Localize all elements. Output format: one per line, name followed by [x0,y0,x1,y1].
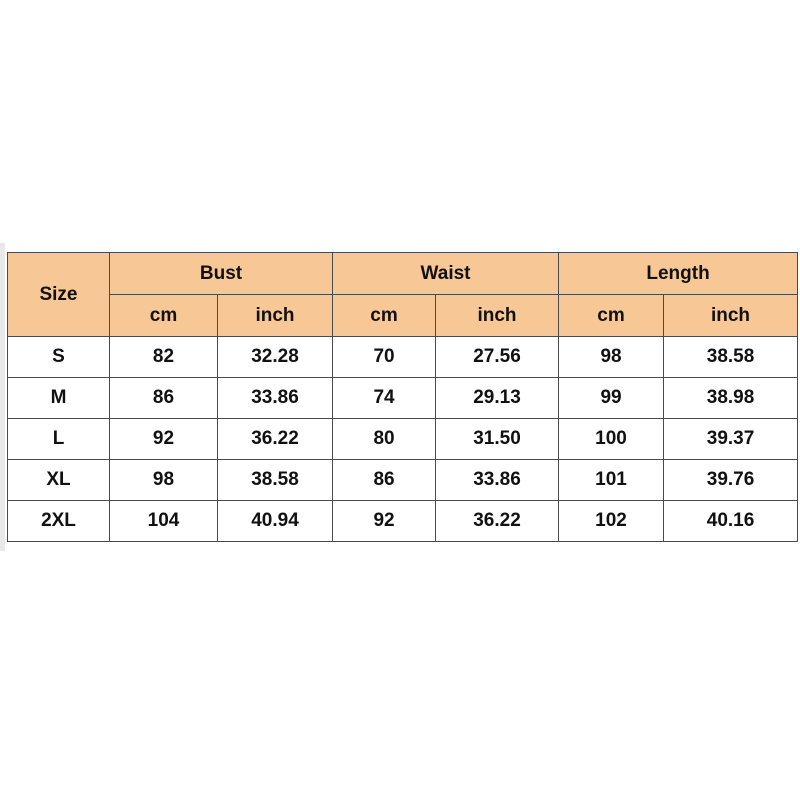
length-inch-cell: 38.98 [664,378,798,419]
waist-inch-cell: 31.50 [436,419,559,460]
waist-cm-cell: 80 [333,419,436,460]
bust-inch-cell: 32.28 [218,337,333,378]
size-chart-table [7,252,798,542]
bust-inch-cell: 40.94 [218,501,333,542]
length-cm-cell: 98 [559,337,664,378]
bust-header: Bust [110,253,333,295]
table-row [8,501,798,542]
bust-cm-cell: 82 [110,337,218,378]
length-cm-cell: 102 [559,501,664,542]
length-header: Length [559,253,798,295]
waist-cm-cell: 92 [333,501,436,542]
waist-cm-cell: 70 [333,337,436,378]
unit-header: inch [664,295,798,337]
left-edge-shadow [0,243,5,551]
unit-header: cm [333,295,436,337]
length-cm-cell: 99 [559,378,664,419]
table-row [8,460,798,501]
size-header: Size [8,253,110,337]
length-inch-cell: 38.58 [664,337,798,378]
header-row-groups [8,253,798,295]
size-cell: L [8,419,110,460]
waist-cm-cell: 74 [333,378,436,419]
length-inch-cell: 39.76 [664,460,798,501]
bust-cm-cell: 104 [110,501,218,542]
size-cell: M [8,378,110,419]
waist-cm-cell: 86 [333,460,436,501]
bust-inch-cell: 33.86 [218,378,333,419]
waist-inch-cell: 29.13 [436,378,559,419]
table-row [8,337,798,378]
bust-cm-cell: 86 [110,378,218,419]
size-cell: S [8,337,110,378]
unit-header: cm [559,295,664,337]
length-inch-cell: 39.37 [664,419,798,460]
length-cm-cell: 101 [559,460,664,501]
bust-cm-cell: 92 [110,419,218,460]
table-row [8,378,798,419]
bust-inch-cell: 38.58 [218,460,333,501]
unit-header: cm [110,295,218,337]
waist-inch-cell: 36.22 [436,501,559,542]
waist-inch-cell: 33.86 [436,460,559,501]
waist-inch-cell: 27.56 [436,337,559,378]
size-cell: 2XL [8,501,110,542]
header-row-units [8,295,798,337]
length-inch-cell: 40.16 [664,501,798,542]
length-cm-cell: 100 [559,419,664,460]
bust-cm-cell: 98 [110,460,218,501]
size-cell: XL [8,460,110,501]
table-row [8,419,798,460]
unit-header: inch [436,295,559,337]
unit-header: inch [218,295,333,337]
waist-header: Waist [333,253,559,295]
bust-inch-cell: 36.22 [218,419,333,460]
